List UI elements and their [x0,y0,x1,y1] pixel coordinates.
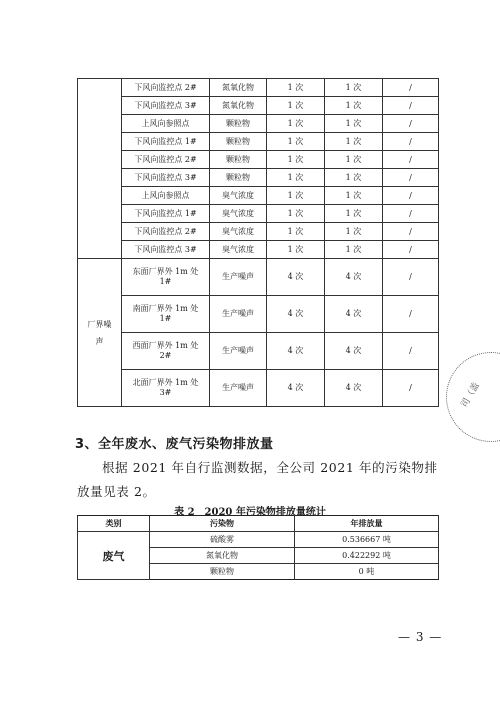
monitoring-point-cell [122,333,210,370]
table-row [78,296,439,333]
note-cell: / [383,115,439,133]
table-row [78,169,439,187]
note-cell: / [383,79,439,97]
amount-cell: 0.536667 吨 [295,532,439,548]
monitoring-point-cell: 下风向监控点 1# [122,133,210,151]
monitoring-item-cell: 臭气浓度 [210,241,267,259]
table-row [78,79,439,97]
frequency-cell: 1 次 [325,187,383,205]
frequency-cell: 1 次 [325,97,383,115]
frequency-cell: 1 次 [267,79,325,97]
pollutant-cell: 氮氧化物 [150,548,295,564]
table-row [78,97,439,115]
table-row [78,259,439,296]
point-line1: 北面厂界外 1m 处 [132,378,199,387]
note-cell: / [383,187,439,205]
note-cell: / [383,241,439,259]
monitoring-point-cell: 下风向监控点 2# [122,79,210,97]
table-caption: 表 2 2020 年污染物排放量统计 [174,507,326,518]
monitoring-point-cell: 下风向监控点 3# [122,169,210,187]
page-number: — 3 — [398,630,443,644]
frequency-cell: 1 次 [325,115,383,133]
table-row [78,115,439,133]
amount-header: 年排放量 [295,516,439,532]
monitoring-point-cell: 上风向参照点 [122,115,210,133]
frequency-cell: 1 次 [325,241,383,259]
table-row [78,205,439,223]
note-cell: / [383,169,439,187]
point-line1: 西面厂界外 1m 处 [132,341,199,350]
monitoring-point-cell: 下风向监控点 1# [122,205,210,223]
monitoring-frequency-table [77,78,439,407]
point-line2: 1# [159,314,172,323]
category-cell: 废气 [78,532,150,580]
note-cell: / [383,133,439,151]
frequency-cell: 1 次 [325,151,383,169]
category-header: 类别 [78,516,150,532]
monitoring-item-cell: 颗粒物 [210,151,267,169]
table-header-row [78,516,439,532]
table-row [78,187,439,205]
monitoring-item-cell: 生产噪声 [210,370,267,407]
pollutant-cell: 颗粒物 [150,564,295,580]
frequency-cell: 4 次 [325,259,383,296]
noise-group-label-line2: 声 [95,336,104,346]
note-cell: / [383,151,439,169]
table-row [78,241,439,259]
frequency-cell: 4 次 [325,296,383,333]
noise-group-label-line1: 厂界噪 [87,319,112,329]
table-row [78,223,439,241]
note-cell: / [383,97,439,115]
frequency-cell: 4 次 [267,259,325,296]
frequency-cell: 1 次 [325,223,383,241]
frequency-cell: 1 次 [267,205,325,223]
section-heading: 3、全年废水、废气污染物排放量 [75,437,274,452]
frequency-cell: 1 次 [267,169,325,187]
note-cell: / [383,296,439,333]
frequency-cell: 1 次 [267,241,325,259]
frequency-cell: 1 次 [267,187,325,205]
monitoring-item-cell: 颗粒物 [210,115,267,133]
monitoring-point-cell [122,296,210,333]
noise-group-cell [78,259,122,407]
monitoring-point-cell: 下风向监控点 3# [122,97,210,115]
frequency-cell: 4 次 [267,370,325,407]
frequency-cell: 4 次 [325,370,383,407]
frequency-cell: 1 次 [267,115,325,133]
note-cell: / [383,205,439,223]
note-cell: / [383,370,439,407]
note-cell: / [383,333,439,370]
table-row [78,370,439,407]
monitoring-item-cell: 生产噪声 [210,296,267,333]
emission-table [77,515,439,580]
monitoring-point-cell: 上风向参照点 [122,187,210,205]
pollutant-header: 污染物 [150,516,295,532]
monitoring-point-cell: 下风向监控点 2# [122,223,210,241]
point-line1: 东面厂界外 1m 处 [132,267,199,276]
frequency-cell: 1 次 [325,133,383,151]
monitoring-item-cell: 氮氧化物 [210,79,267,97]
monitoring-item-cell: 颗粒物 [210,133,267,151]
table-row [78,133,439,151]
frequency-cell: 1 次 [325,79,383,97]
monitoring-point-cell: 下风向监控点 2# [122,151,210,169]
monitoring-item-cell: 氮氧化物 [210,97,267,115]
frequency-cell: 1 次 [267,223,325,241]
pollutant-cell: 硫酸雾 [150,532,295,548]
frequency-cell: 1 次 [267,97,325,115]
body-paragraph: 根据 2021 年自行监测数据，全公司 2021 年的污染物排放量见表 2。 [77,460,438,499]
monitoring-item-cell: 生产噪声 [210,259,267,296]
group-cell-continued [78,79,122,259]
official-seal-text: 司（盖 [459,381,482,410]
monitoring-point-cell [122,259,210,296]
monitoring-point-cell: 下风向监控点 3# [122,241,210,259]
frequency-cell: 4 次 [267,333,325,370]
amount-cell: 0.422292 吨 [295,548,439,564]
frequency-cell: 4 次 [325,333,383,370]
frequency-cell: 1 次 [267,151,325,169]
monitoring-point-cell [122,370,210,407]
frequency-cell: 1 次 [325,169,383,187]
point-line2: 2# [159,351,172,360]
table-row [78,151,439,169]
point-line1: 南面厂界外 1m 处 [132,304,199,313]
point-line2: 1# [159,277,172,286]
frequency-cell: 1 次 [325,205,383,223]
table-row [78,333,439,370]
monitoring-item-cell: 生产噪声 [210,333,267,370]
frequency-cell: 1 次 [267,133,325,151]
monitoring-item-cell: 臭气浓度 [210,223,267,241]
amount-cell: 0 吨 [295,564,439,580]
note-cell: / [383,223,439,241]
table-row [78,532,439,548]
monitoring-item-cell: 臭气浓度 [210,205,267,223]
monitoring-item-cell: 颗粒物 [210,169,267,187]
monitoring-item-cell: 臭气浓度 [210,187,267,205]
frequency-cell: 4 次 [267,296,325,333]
note-cell: / [383,259,439,296]
point-line2: 3# [159,388,172,397]
